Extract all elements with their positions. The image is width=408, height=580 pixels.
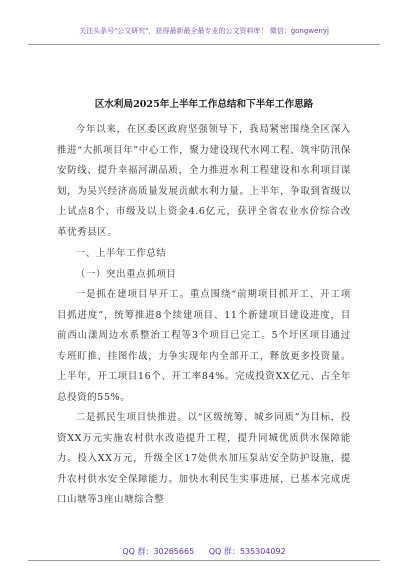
- document-body: [57, 120, 351, 511]
- header-banner: 关注头条号"公文研究"，获得最新最全最专业的公文资料库！ 微信：gongwenyj: [79, 27, 329, 35]
- header-divider: [28, 44, 380, 45]
- body-paragraph: 二是抓民生项目快推进。以“区级统筹、城乡同质”为目标，投资XX万元实施农村供水改造提升工程，提升同城优质供水保障能力。投入XX万元，升级全区17处供水加压泵站安全防护设施，提升农村供水安全保障能力。加快水利民生实事进展，已基本完成虎口山塘等3座山塘综合整: [57, 412, 351, 505]
- section-heading: 一、上半年工作总结: [75, 248, 167, 259]
- qq-group-2: QQ 群：535304092: [208, 547, 286, 556]
- footer-contact: [0, 546, 408, 557]
- footer-divider: [28, 560, 380, 561]
- intro-paragraph: 今年以来，在区委区政府坚强领导下，我局紧密围绕全区深入推进“大抓项目年”中心工作，聚力建设现代水网工程、筑牢防汛保安防线、提升幸福河湖品质，全力推进水利工程建设和水利项目谋划，为吴兴经济高质量发展贡献水利力量。上半年，争取到省级以上试点8个、市级及以上资金4.6亿元，获评全省农业水价综合改革优秀县区。: [57, 124, 351, 238]
- qq-group-1: QQ 群：30265665: [122, 547, 195, 556]
- body-paragraph: 一是抓在建项目早开工。重点围绕“前期项目抓开工、开工项目抓进度”，统筹推进8个续建项目、11个新建项目建设进度，目前西山漾周边水系整治工程等3个项目已完工。5个圩区项目通过专班盯推、挂图作战，力争实现年内全部开工，释放更多投资量。上半年，开工项目16个、开工率84%。完成投资XX亿元、占全年总投资的55%。: [57, 289, 351, 403]
- document-title: 区水利局2025年上半年工作总结和下半年工作思路: [94, 99, 314, 110]
- subsection-heading: （一）突出重点抓项目: [75, 268, 177, 280]
